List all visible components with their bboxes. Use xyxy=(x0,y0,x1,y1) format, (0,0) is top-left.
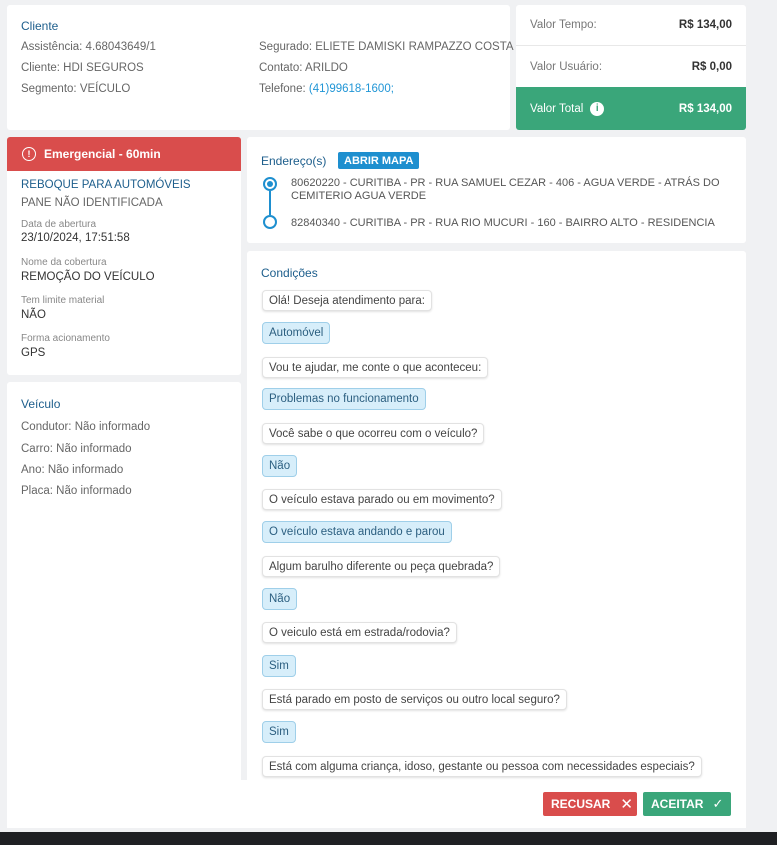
reject-button[interactable] xyxy=(543,792,637,816)
client-telefone xyxy=(259,83,394,95)
valor-tempo-value: R$ 134,00 xyxy=(678,19,732,31)
open-map-button[interactable]: ABRIR MAPA xyxy=(338,152,419,169)
client-card xyxy=(7,5,514,130)
condition-question: Você sabe o que ocorreu com o veículo? xyxy=(262,423,484,444)
reject-label: RECUSAR xyxy=(551,797,611,811)
valor-usuario-row xyxy=(516,46,746,87)
client-segurado: Segurado: ELIETE DAMISKI RAMPAZZO COSTA xyxy=(259,41,514,53)
limite-value: NÃO xyxy=(21,309,46,321)
condition-question: Vou te ajudar, me conte o que aconteceu: xyxy=(262,357,488,378)
emergency-badge xyxy=(7,137,241,171)
condition-question: Algum barulho diferente ou peça quebrada? xyxy=(262,556,500,577)
data-abertura-label: Data de abertura xyxy=(21,219,97,230)
forma-value: GPS xyxy=(21,347,46,359)
route-line xyxy=(269,191,271,215)
client-assistencia: Assistência: 4.68043649/1 xyxy=(21,41,156,53)
client-segmento: Segmento: VEÍCULO xyxy=(21,83,131,95)
condition-answer: Não xyxy=(262,588,297,610)
accept-button[interactable] xyxy=(643,792,731,816)
vehicle-placa: Placa: Não informado xyxy=(21,485,132,497)
telefone-label: Telefone: xyxy=(259,83,309,95)
taskbar xyxy=(0,832,777,845)
condition-question: Olá! Deseja atendimento para: xyxy=(262,290,432,311)
cobertura-value: REMOÇÃO DO VEÍCULO xyxy=(21,271,155,283)
condition-question: Está parado em posto de serviços ou outro local seguro? xyxy=(262,689,567,710)
address-title: Endereço(s) xyxy=(261,154,327,168)
client-title: Cliente xyxy=(21,19,59,33)
condition-question: O veículo estava parado ou em movimento? xyxy=(262,489,502,510)
address-origin: 80620220 - CURITIBA - PR - RUA SAMUEL CEZAR - 406 - AGUA VERDE - ATRÁS DO CEMITERIO AGUA VERDE xyxy=(291,177,720,202)
vehicle-card xyxy=(7,382,241,780)
valor-tempo-label: Valor Tempo: xyxy=(530,19,597,31)
valor-total-label: Valor Total xyxy=(530,102,584,115)
valor-total-value: R$ 134,00 xyxy=(678,102,732,115)
data-abertura-value: 23/10/2024, 17:51:58 xyxy=(21,232,130,244)
forma-label: Forma acionamento xyxy=(21,333,110,344)
accept-label: ACEITAR xyxy=(651,797,704,811)
close-icon: ✕ xyxy=(620,796,633,813)
client-contato: Contato: ARILDO xyxy=(259,62,348,74)
condition-answer: O veículo estava andando e parou xyxy=(262,521,452,543)
telefone-link[interactable]: (41)99618-1600; xyxy=(308,83,394,95)
vehicle-carro: Carro: Não informado xyxy=(21,443,132,455)
info-icon[interactable]: i xyxy=(590,102,604,116)
valor-total-row xyxy=(516,87,746,130)
address-destination: 82840340 - CURITIBA - PR - RUA RIO MUCURI - 160 - BAIRRO ALTO - RESIDENCIA xyxy=(291,217,715,229)
client-cliente: Cliente: HDI SEGUROS xyxy=(21,62,144,74)
condition-question: Está com alguma criança, idoso, gestante ou pessoa com necessidades especiais? xyxy=(262,756,702,777)
condition-answer: Não xyxy=(262,455,297,477)
alert-circle-icon: ! xyxy=(22,147,36,161)
condition-answer: Problemas no funcionamento xyxy=(262,388,426,410)
vehicle-condutor: Condutor: Não informado xyxy=(21,421,151,433)
cobertura-label: Nome da cobertura xyxy=(21,257,107,268)
condition-answer: Automóvel xyxy=(262,322,330,344)
vehicle-ano: Ano: Não informado xyxy=(21,464,124,476)
destination-marker-icon xyxy=(263,215,277,229)
values-card xyxy=(516,5,746,130)
service-subtitle: PANE NÃO IDENTIFICADA xyxy=(21,197,163,209)
origin-marker-icon xyxy=(263,177,277,191)
valor-usuario-label: Valor Usuário: xyxy=(530,60,603,73)
limite-label: Tem limite material xyxy=(21,295,105,306)
service-title: REBOQUE PARA AUTOMÓVEIS xyxy=(21,179,191,191)
emergency-label: Emergencial - 60min xyxy=(44,147,161,161)
valor-total-label-wrap xyxy=(530,102,604,116)
condition-answer: Sim xyxy=(262,721,296,743)
valor-usuario-value: R$ 0,00 xyxy=(691,60,732,73)
check-icon: ✓ xyxy=(712,796,724,811)
conditions-title: Condições xyxy=(261,266,318,280)
vehicle-title: Veículo xyxy=(21,397,61,411)
valor-tempo-row xyxy=(516,5,746,46)
condition-answer: Sim xyxy=(262,655,296,677)
condition-question: O veiculo está em estrada/rodovia? xyxy=(262,622,457,643)
